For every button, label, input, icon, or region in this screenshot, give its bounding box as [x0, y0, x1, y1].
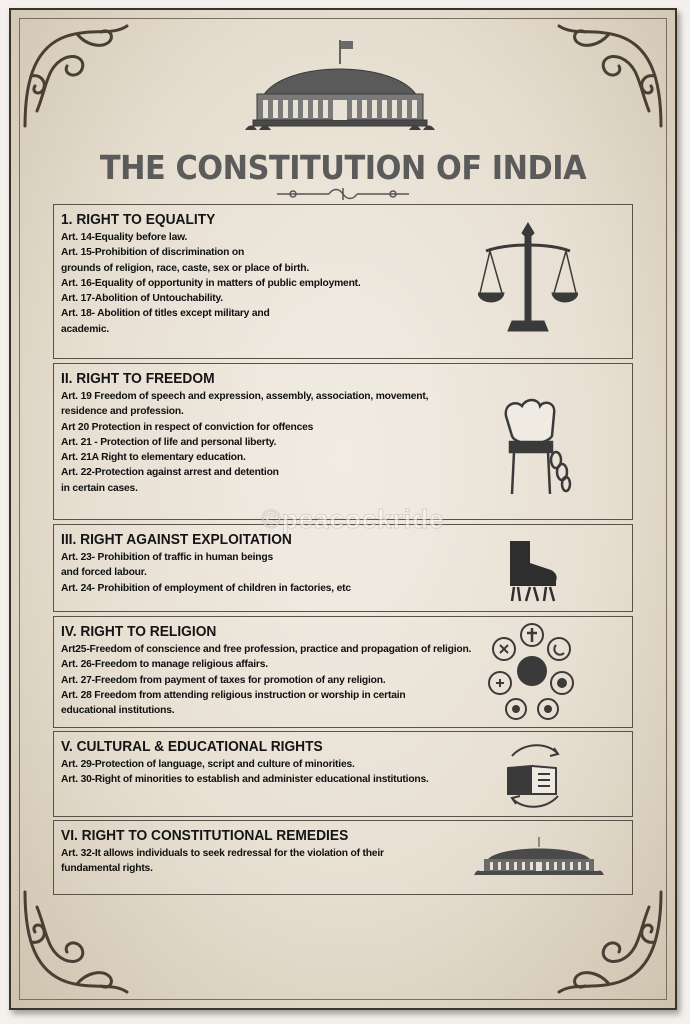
- article-line: Art. 21 - Protection of life and personal liberty.: [61, 436, 277, 448]
- section-cultural-educational-rights: [53, 731, 633, 817]
- article-line: Art. 19 Freedom of speech and expression, assembly, association, movement,: [61, 391, 429, 402]
- poster: [9, 8, 677, 1010]
- article-line: Art25-Freedom of conscience and free profession, practice and propagation of religion.: [61, 644, 472, 655]
- section-right-against-exploitation: [53, 524, 633, 612]
- article-line: Art. 28 Freedom from attending religious instruction or worship in certain: [61, 689, 406, 701]
- article-line: residence and profession.: [61, 406, 184, 418]
- corner-ornament-icon: [549, 882, 669, 1002]
- article-line: educational institutions.: [61, 705, 175, 717]
- article-line: Art. 23- Prohibition of traffic in human beings: [61, 552, 273, 563]
- corner-ornament-icon: [17, 882, 137, 1002]
- article-line: Art. 30-Right of minorities to establish and administer educational institutions.: [61, 774, 429, 786]
- title-flourish-icon: [273, 186, 413, 202]
- section-right-to-religion: [53, 616, 633, 728]
- section-heading: IV. RIGHT TO RELIGION: [61, 624, 217, 640]
- article-line: Art. 16-Equality of opportunity in matters of public employment.: [61, 277, 361, 289]
- section-right-to-freedom: [53, 363, 633, 520]
- article-line: Art. 26-Freedom to manage religious affairs.: [61, 659, 268, 671]
- watermark: ©peacockride: [261, 504, 445, 534]
- parliament-building-icon: [245, 38, 435, 134]
- section-heading: V. CULTURAL & EDUCATIONAL RIGHTS: [61, 739, 323, 755]
- section-constitutional-remedies: [53, 820, 633, 895]
- article-line: Art 20 Protection in respect of conviction for offences: [61, 421, 314, 433]
- section-heading: VI. RIGHT TO CONSTITUTIONAL REMEDIES: [61, 828, 349, 844]
- parliament-building-icon: [474, 837, 604, 877]
- article-line: Art. 17-Abolition of Untouchability.: [61, 293, 223, 305]
- article-line: Art. 15-Prohibition of discrimination on: [61, 247, 245, 259]
- corner-ornament-icon: [549, 16, 669, 136]
- boot-crushing-people-icon: [504, 539, 560, 603]
- article-line: in certain cases.: [61, 482, 138, 494]
- section-heading: III. RIGHT AGAINST EXPLOITATION: [61, 532, 292, 548]
- book-cycle-icon: [500, 738, 570, 812]
- article-line: Art. 32-It allows individuals to seek redressal for the violation of their: [61, 848, 384, 859]
- page-title: THE CONSTITUTION OF INDIA: [99, 148, 587, 187]
- section-right-to-equality: [53, 204, 633, 359]
- article-line: Art. 14-Equality before law.: [61, 232, 188, 243]
- article-line: Art. 29-Protection of language, script and culture of minorities.: [61, 759, 355, 770]
- raised-fist-broken-chain-icon: [496, 396, 578, 496]
- article-line: fundamental rights.: [61, 863, 153, 875]
- article-line: Art. 21A Right to elementary education.: [61, 452, 246, 464]
- article-line: academic.: [61, 323, 110, 335]
- article-line: and forced labour.: [61, 567, 147, 579]
- scales-of-justice-icon: [478, 221, 578, 339]
- corner-ornament-icon: [17, 16, 137, 136]
- article-line: Art. 22-Protection against arrest and detention: [61, 467, 279, 479]
- section-heading: II. RIGHT TO FREEDOM: [61, 371, 215, 387]
- article-line: Art. 24- Prohibition of employment of children in factories, etc: [61, 582, 351, 594]
- article-line: grounds of religion, race, caste, sex or place of birth.: [61, 262, 310, 274]
- section-heading: 1. RIGHT TO EQUALITY: [61, 212, 216, 228]
- religious-symbols-globe-icon: [486, 621, 578, 721]
- article-line: Art. 27-Freedom from payment of taxes for promotion of any religion.: [61, 674, 386, 686]
- article-line: Art. 18- Abolition of titles except military and: [61, 308, 270, 320]
